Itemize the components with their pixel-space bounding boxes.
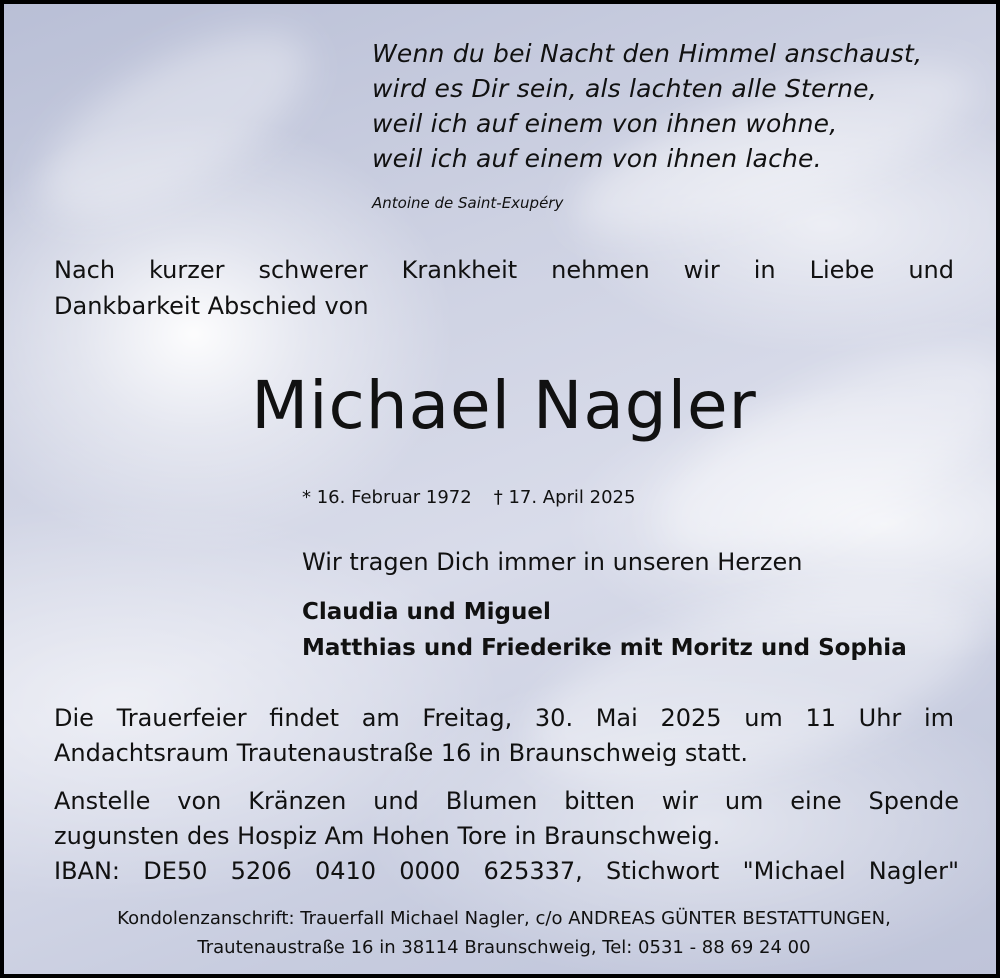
motto-text: Wir tragen Dich immer in unseren Herzen (302, 548, 803, 576)
quote-line: Wenn du bei Nacht den Himmel anschaust, (372, 39, 923, 68)
family-member-line: Matthias und Friederike mit Moritz und Sophia (302, 635, 907, 661)
life-dates (302, 487, 635, 508)
quote-line: weil ich auf einem von ihnen wohne, (372, 109, 838, 138)
contact-line: Kondolenzanschrift: Trauerfall Michael Nagler, c/o ANDREAS GÜNTER BESTATTUNGEN, (117, 908, 891, 929)
donation-info (54, 784, 959, 889)
deceased-name: Michael Nagler (251, 367, 757, 444)
cloud-decoration (14, 0, 334, 251)
condolence-address (4, 904, 1000, 962)
intro-line: Nach kurzer schwerer Krankheit nehmen wir in Liebe und (54, 256, 954, 284)
intro-line: Dankbarkeit Abschied von (54, 292, 369, 320)
quote-author: Antoine de Saint-Exupéry (372, 194, 564, 212)
family-member-line: Claudia und Miguel (302, 599, 551, 625)
contact-line: Trautenaustraße 16 in 38114 Braunschweig, Tel: 0531 - 88 69 24 00 (197, 937, 811, 958)
donation-line: Anstelle von Kränzen und Blumen bitten wir um eine Spende (54, 787, 959, 815)
death-date: † 17. April 2025 (493, 487, 636, 508)
quote-line: weil ich auf einem von ihnen lache. (372, 144, 822, 173)
cloud-decoration (511, 547, 997, 821)
poem-quote (372, 36, 972, 176)
donation-iban-line: IBAN: DE50 5206 0410 0000 625337, Stichwort "Michael Nagler" (54, 857, 959, 885)
service-line: Die Trauerfeier findet am Freitag, 30. Mai 2025 um 11 Uhr im (54, 704, 954, 732)
family-signatures (302, 594, 907, 666)
quote-line: wird es Dir sein, als lachten alle Sterne, (372, 74, 877, 103)
funeral-service-info (54, 701, 954, 771)
service-line: Andachtsraum Trautenaustraße 16 in Braunschweig statt. (54, 739, 748, 767)
intro-text (54, 252, 954, 324)
donation-line: zugunsten des Hospiz Am Hohen Tore in Braunschweig. (54, 822, 721, 850)
birth-date: * 16. Februar 1972 (302, 487, 472, 508)
